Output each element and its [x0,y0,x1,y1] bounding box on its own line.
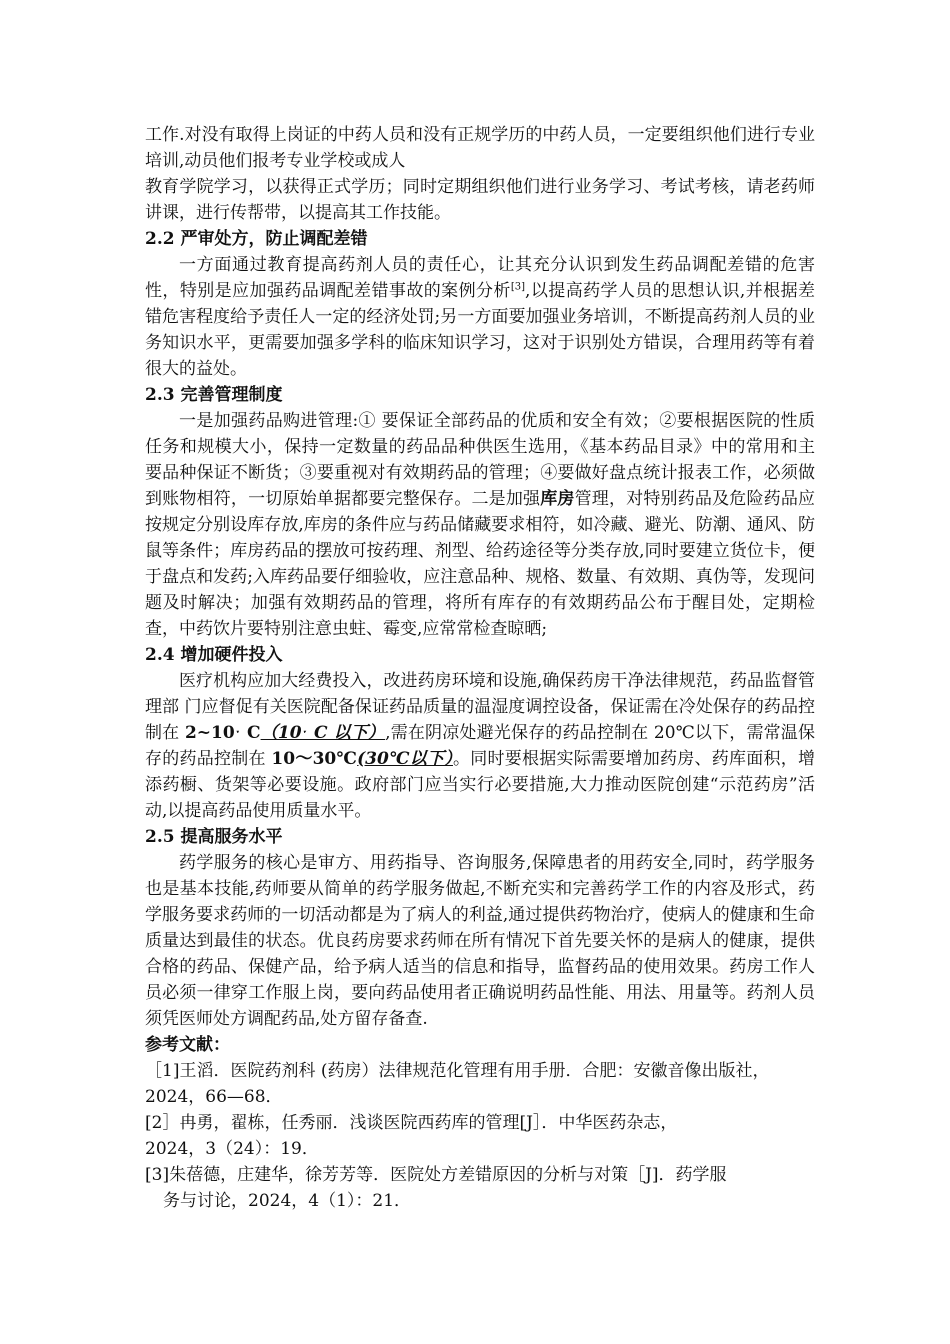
temperature-range-normal: 10～30℃ [271,749,358,769]
reference-text: [2］冉勇，翟栋，任秀丽．浅谈医院西药库的管理[J］．中华医药杂志， [145,1113,678,1133]
paragraph-text: 。同时要根据实际需要增加药房、药库面积，增添药橱、货架等必要设施。政府部门应当实行必要措施,大力推动医院创建“示范药房”活动,以提高药品使用质量水平。 [145,749,816,821]
paragraph-text: 工作.对没有取得上岗证的中药人员和没有正规学历的中药人员，一定要组织他们进行专业培训,动员他们报考专业学校或成人 [145,125,815,171]
citation: [3] [510,281,526,293]
section-heading-2-2: 2.2 严审处方，防止调配差错 [145,229,368,249]
reference-text: 务与讨论，2024，4（1）：21． [163,1191,412,1211]
bold-term: 库房 [540,489,575,509]
temperature-note-normal: (30℃以下） [357,749,453,769]
reference-text: [3]朱蓓德，庄建华，徐芳芳等．医院处方差错原因的分析与对策［J]．药学服 [145,1165,727,1185]
paragraph-text: 一方面通过教育提高药剂人员的责任心，让其充分认识到发生药品调配差错的危害性，特别是应加强药品调配差错事故的案例分析 [145,255,815,301]
paragraph-2-1-continued [145,122,815,226]
paragraph-2-5: 药学服务的核心是审方、用药指导、咨询服务,保障患者的用药安全,同时，药学服务也是基本技能,药师要从简单的药学服务做起,不断充实和完善药学工作的内容及形式，药学服务要求药师的一切活动都是为了病人的利益,通过提供药物治疗，使病人的健康和生命质量达到最佳的状态。优良药房要求药师在所有情况下首先要关怀的是病人的健康，提供合格的药品、保健产品，给予病人适当的信息和指导，监督药品的使用效果。药房工作人员必须一律穿工作服上岗，要向药品使用者正确说明药品性能、用法、用量等。药剂人员须凭医师处方调配药品,处方留存备查. [145,853,815,1029]
reference-text: 2024，3（24）：19． [145,1139,319,1159]
temperature-note-cold: （10ˑ C 以下） [260,723,386,743]
paragraph-text: 教育学院学习，以获得正式学历；同时定期组织他们进行业务学习、考试考核，请老药师讲课，进行传帮带，以提高其工作技能。 [145,177,815,223]
references-heading: 参考文献： [145,1035,230,1055]
paragraph-2-3 [145,408,815,642]
reference-3 [145,1162,815,1214]
section-heading-2-4: 2.4 增加硬件投入 [145,645,283,665]
paragraph-text: 医疗机构应加大经费投入，改进药房环境和设施,确保药房干净法律规范，药品监督管理部 门应督促有关医院配备保证药品质量的温湿度调控设备，保证需在冷处保存的药品控制在 [145,671,815,743]
section-heading-2-3: 2.3 完善管理制度 [145,385,283,405]
reference-2 [145,1110,815,1162]
paragraph-2-2 [145,252,815,382]
paragraph-2-4 [145,668,815,824]
paragraph-text: ,需在阴凉处避光保存的药品控制在 20℃以下，需常温保存的药品控制在 [145,723,815,769]
reference-1: ［1]王滔．医院药剂科 (药房）法律规范化管理有用手册．合肥：安徽音像出版社，2024，66—68． [145,1061,770,1107]
paragraph-text: 管理，对特别药品及危险药品应按规定分别设库存放,库房的条件应与药品储藏要求相符，如冷藏、避光、防潮、通风、防鼠等条件；库房药品的摆放可按药理、剂型、给药途径等分类存放,同时要建立货位卡，便于盘点和发药;入库药品要仔细验收，应注意品种、规格、数量、有效期、真伪等，发现问题及时解决；加强有效期药品的管理，将所有库存的有效期药品公布于醒目处，定期检查，中药饮片要特别注意虫蛀、霉变,应常常检查晾晒; [145,489,816,639]
temperature-range-cold: 2~10ˑ C [184,723,261,743]
section-heading-2-5: 2.5 提高服务水平 [145,827,283,847]
document-body [145,122,815,1214]
paragraph-text: 一是加强药品购进管理:① 要保证全部药品的优质和安全有效；②要根据医院的性质任务和规模大小，保持一定数量的药品品种供医生选用，《基本药品目录》中的常用和主要品种保证不断货；③要重视对有效期药品的管理；④要做好盘点统计报表工作，必须做到账物相符，一切原始单据都要完整保存。二是加强 [145,411,815,509]
paragraph-text: ,以提高药学人员的思想认识,并根据差错危害程度给予责任人一定的经济处罚;另一方面要加强业务培训，不断提高药剂人员的业务知识水平，更需要加强多学科的临床知识学习，这对于识别处方错误，合理用药等有着很大的益处。 [145,281,816,379]
